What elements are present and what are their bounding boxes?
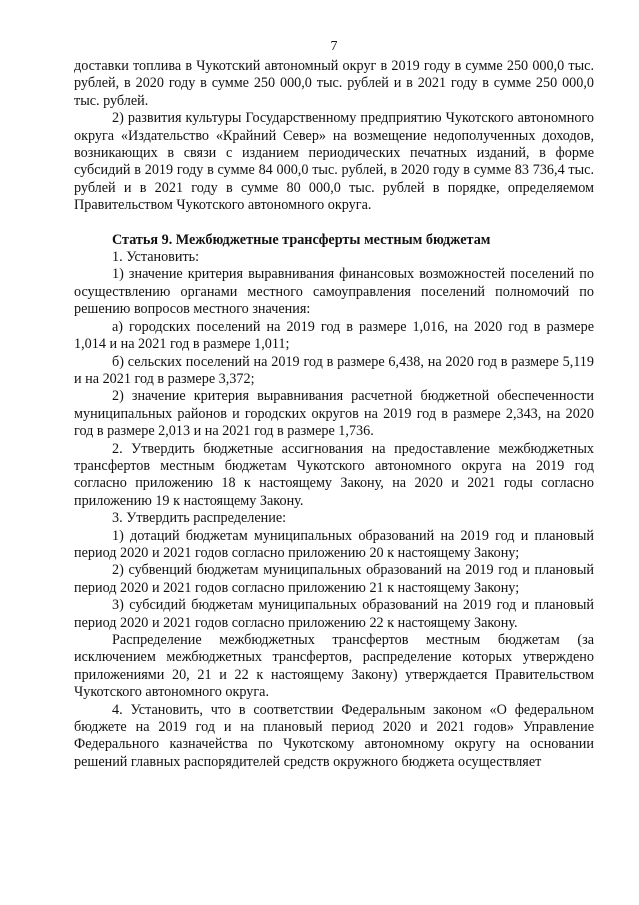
paragraph-criterion-districts: 2) значение критерия выравнивания расчетной бюджетной обеспеченности муниципальных районов и городских округов на 2019 год в размере 2,343, на 2020 год в размере 2,013 и на 2021 год в размере 1,736. xyxy=(74,388,594,440)
paragraph-culture-subsidy: 2) развития культуры Государственному предприятию Чукотского автономного округа «Издательство «Крайний Север» на возмещение недополученных доходов, возникающих в связи с изданием периодических печатных изданий, в форме субсидий в 2019 году в сумме 84 000,0 тыс. рублей, в 2020 году в сумме 83 736,4 тыс. рублей и в 2021 году в сумме 80 000,0 тыс. рублей в порядке, определяемом Правительством Чукотского автономного округа. xyxy=(74,110,594,214)
paragraph-establish: 1. Установить: xyxy=(112,249,200,266)
paragraph-subsidies: 3) субсидий бюджетам муниципальных образований на 2019 год и плановый период 2020 и 2021 годов согласно приложению 22 к настоящему Закону. xyxy=(74,597,594,631)
article-heading: Статья 9. Межбюджетные трансферты местным бюджетам xyxy=(112,231,491,248)
paragraph-fuel-delivery: доставки топлива в Чукотский автономный округ в 2019 году в сумме 250 000,0 тыс. рублей, в 2020 году в сумме 250 000,0 тыс. рублей и в 2021 году в сумме 250 000,0 тыс. рублей. xyxy=(74,58,594,109)
paragraph-approve-allocations: 2. Утвердить бюджетные ассигнования на предоставление межбюджетных трансфертов местным бюджетам Чукотского автономного округа на 2019 год согласно приложению 18 к настоящему Закону, на 2020 и 2021 годы согласно приложению 19 к настоящему Закону. xyxy=(74,440,594,509)
page-number: 7 xyxy=(330,39,338,54)
paragraph-federal-treasury: 4. Установить, что в соответствии Федеральным законом «О федеральном бюджете на 2019 год и на плановый период 2020 и 2021 годов» Управление Федерального казначейства по Чукотскому автономному округу на основании решений главных распорядителей средств окружного бюджета осуществляет xyxy=(74,701,594,770)
paragraph-distribution-government: Распределение межбюджетных трансфертов местным бюджетам (за исключением межбюджетных трансфертов, распределение которых утверждено приложениями 20, 21 и 22 к настоящему Закону) утверждается Правительством Чукотского автономного округа. xyxy=(74,632,594,701)
paragraph-subsidies-dotations: 1) дотаций бюджетам муниципальных образований на 2019 год и плановый период 2020 и 2021 годов согласно приложению 20 к настоящему Закону; xyxy=(74,527,594,561)
paragraph-urban-settlements: а) городских поселений на 2019 год в размере 1,016, на 2020 год в размере 1,014 и на 2021 год в размере 1,011; xyxy=(74,318,594,353)
paragraph-approve-distribution: 3. Утвердить распределение: xyxy=(112,510,287,527)
document-page xyxy=(74,38,594,771)
paragraph-subventions: 2) субвенций бюджетам муниципальных образований на 2019 год и плановый период 2020 и 2021 годов согласно приложению 21 к настоящему Закону; xyxy=(74,562,594,596)
paragraph-rural-settlements: б) сельских поселений на 2019 год в размере 6,438, на 2020 год в размере 5,119 и на 2021 год в размере 3,372; xyxy=(74,353,594,387)
paragraph-criterion-settlements: 1) значение критерия выравнивания финансовых возможностей поселений по осуществлению органами местного самоуправления поселений полномочий по решению вопросов местного значения: xyxy=(74,266,594,318)
